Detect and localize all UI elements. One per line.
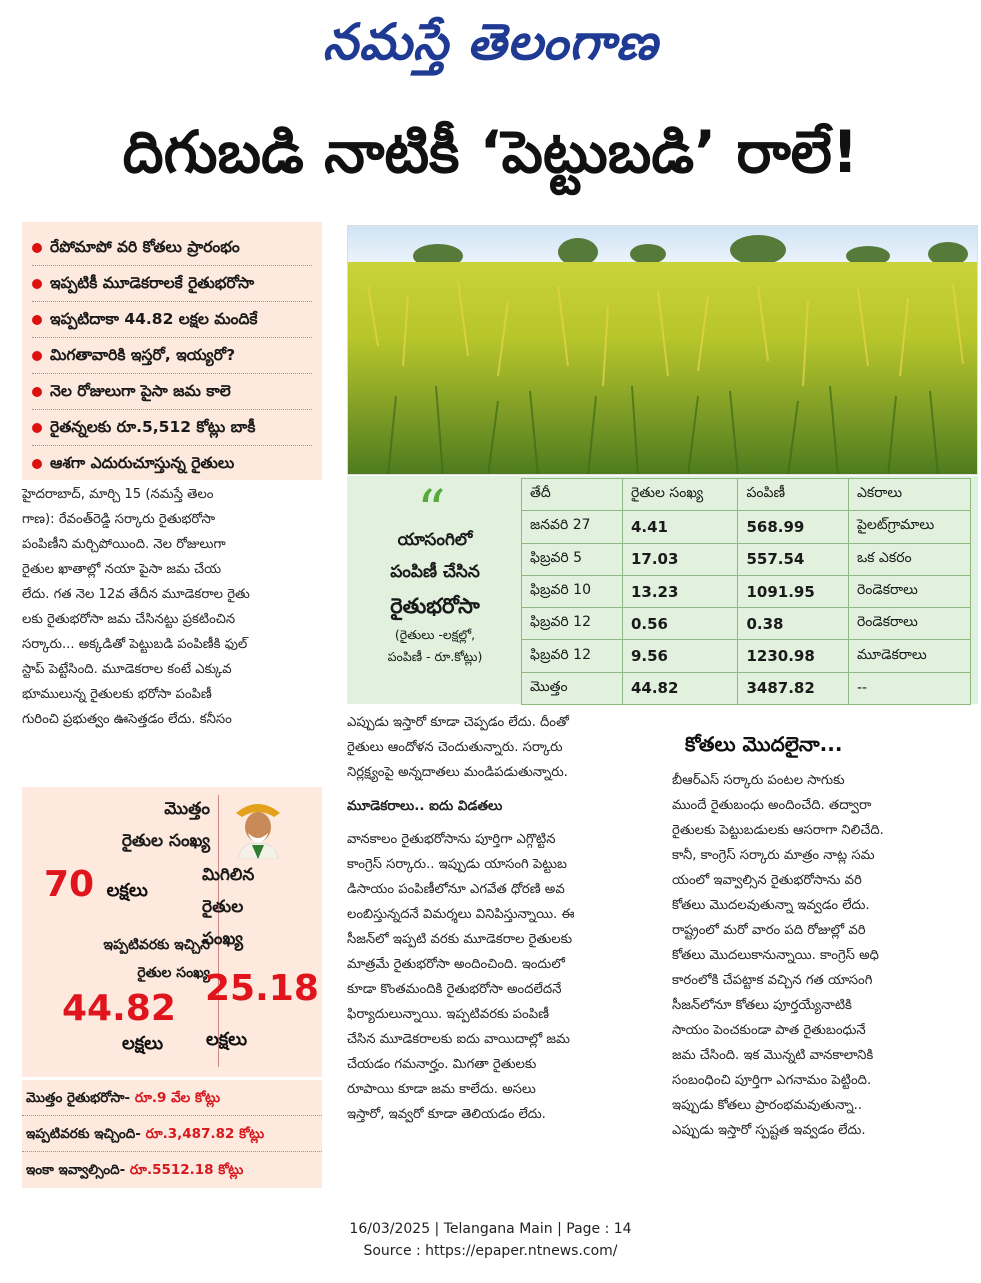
paid-farmers-label <box>30 931 210 987</box>
text-line: లకు రైతుభరోసా జమ చేసినట్టు ప్రకటించిన <box>22 612 236 627</box>
text-line: రాష్ట్రంలో మరో వారం పది రోజుల్లో వరి <box>672 923 866 938</box>
text-line: హైదరాబాద్, మార్చి 15 (నమస్తే తెలం <box>22 487 214 502</box>
summary-row <box>22 1116 322 1152</box>
cell-date: ఫిబ్రవరి 5 <box>522 543 623 575</box>
cell-farmers: 44.82 <box>622 672 737 704</box>
highlight-item: ఇప్పటిదాకా 44.82 లక్షల మందికే <box>32 302 312 338</box>
remaining-farmers-value: 25.18 <box>205 968 319 1009</box>
text-line: పంపిణీని మర్చిపోయింది. నెల రోజులుగా <box>22 537 226 552</box>
bullet-icon <box>32 387 42 397</box>
label-line: సంఖ్య <box>202 929 243 949</box>
summary-value: రూ.5512.18 కోట్లు <box>129 1162 244 1178</box>
subheading: మూడెకరాలు.. ఐదు విడతలు <box>347 798 503 814</box>
bullet-icon <box>32 315 42 325</box>
text-line: డిసాయం పంపిణీలోనూ ఎగవేత ధోరణి అవ <box>347 882 565 897</box>
text-line: రూపాయి కూడా జమ కాలేదు. అసలు <box>347 1082 536 1097</box>
text-line: కూడా కొంతమందికి రైతుభరోసా అందలేదనే <box>347 982 562 997</box>
text-line: కోతలు మొదలవుతున్నా ఇవ్వడం లేదు. <box>672 898 870 913</box>
label-line: రైతుల సంఖ్య <box>121 831 210 851</box>
bullet-icon <box>32 351 42 361</box>
col-header-date: తేదీ <box>522 479 623 511</box>
total-farmers-label <box>30 793 210 857</box>
cell-date: ఫిబ్రవరి 12 <box>522 640 623 672</box>
summary-value: రూ.3,487.82 కోట్లు <box>145 1126 265 1142</box>
summary-row <box>22 1152 322 1188</box>
text-line: సంబంధించి పూర్తిగా ఎగనామం పెట్టింది. <box>672 1073 872 1088</box>
table-total-row <box>522 672 971 704</box>
text-line: రైతులు ఆందోళన చెందుతున్నారు. సర్కారు <box>347 740 563 755</box>
label-line: రైతుల సంఖ్య <box>137 965 210 981</box>
text-line: లంబిస్తున్నదనే విమర్శలు వినిపిస్తున్నాయి. ఈ <box>347 907 575 922</box>
text-line: సాయం పెంచకుండా పాత రైతుబంధునే <box>672 1023 866 1038</box>
text-line: రైతులకు పెట్టుబడులకు ఆసరాగా నిలిచేది. <box>672 823 884 838</box>
disbursement-table <box>521 478 971 705</box>
label-line: మొత్తం <box>164 799 210 819</box>
highlight-item: ఆశగా ఎదురుచూస్తున్న రైతులు <box>32 446 312 481</box>
text-line: నిర్లక్ష్యంపై అన్నదాతలు మండిపడుతున్నారు. <box>347 765 568 780</box>
text-line: కాంగ్రెస్ సర్కారు.. ఇప్పుడు యాసంగి పెట్టుబ <box>347 857 567 872</box>
summary-row <box>22 1080 322 1116</box>
caption-line: యాసంగిలో <box>397 530 473 550</box>
cell-farmers: 4.41 <box>622 511 737 543</box>
label-line: ఇప్పటివరకు ఇచ్చిన <box>103 937 210 953</box>
cell-date: ఫిబ్రవరి 10 <box>522 575 623 607</box>
caption-note: పంపిణీ - రూ.కోట్లు) <box>387 649 483 664</box>
cell-acres: -- <box>848 672 970 704</box>
text-line: చేయడం గమనార్హం. మిగతా రైతులకు <box>347 1057 537 1072</box>
text-line: సర్కారు... అక్కడితో పెట్టుబడి పంపిణీకి ఫుల్ <box>22 637 248 652</box>
article-column-3 <box>672 768 978 1143</box>
cell-date: మొత్తం <box>522 672 623 704</box>
text-line: మాత్రమే రైతుభరోసా అందించింది. ఇందులో <box>347 957 565 972</box>
cell-acres: రెండెకరాలు <box>848 608 970 640</box>
cell-farmers: 9.56 <box>622 640 737 672</box>
cell-acres: పైలట్‌గ్రామాలు <box>848 511 970 543</box>
text-line: సీజన్‌లోనూ కోతలు పూర్తయ్యేనాటికి <box>672 998 852 1013</box>
col-header-farmers: రైతుల సంఖ్య <box>622 479 737 511</box>
summary-label: ఇప్పటివరకు ఇచ్చింది- <box>26 1126 146 1142</box>
text-line: ఇప్పుడు కోతలు ప్రారంభమవుతున్నా.. <box>672 1098 863 1113</box>
table-header-row <box>522 479 971 511</box>
text-line: చేసిన మూడెకరాలకు ఐదు వాయిదాల్లో జమ <box>347 1032 570 1047</box>
article-column-1 <box>22 482 322 732</box>
table-row <box>522 640 971 672</box>
text-line: కానీ, కాంగ్రెస్ సర్కారు మాత్రం నాట్ల సమ <box>672 848 875 863</box>
text-line: సీజన్‌లో ఇప్పటి వరకు మూడెకరాల రైతులకు <box>347 932 573 947</box>
text-line: లేదు. గత నెల 12వ తేదీన మూడెకరాల రైతు <box>22 587 250 602</box>
cell-acres: ఒక ఎకరం <box>848 543 970 575</box>
remaining-farmers-unit: లక్షలు <box>206 1029 248 1050</box>
caption-line: పంపిణీ చేసిన <box>390 562 480 582</box>
bullet-icon <box>32 243 42 253</box>
farmer-stats-box <box>22 787 322 1077</box>
cell-date: జనవరి 27 <box>522 511 623 543</box>
paddy-field-image <box>348 226 978 475</box>
remaining-farmers-label <box>202 859 312 955</box>
paddy-field-photo <box>347 225 978 475</box>
page-footer <box>0 1218 981 1262</box>
table-row <box>522 511 971 543</box>
highlight-item: నెల రోజులుగా పైసా జమ కాలె <box>32 374 312 410</box>
headline: దిగుబడి నాటికీ ‘పెట్టుబడి’ రాలే! <box>122 118 859 186</box>
text-line: కోతలు మొదలుకానున్నాయి. కాంగ్రెస్ అధి <box>672 948 879 963</box>
highlight-item: ఇప్పటికీ మూడెకరాలకే రైతుభరోసా <box>32 266 312 302</box>
caption-title: రైతుభరోసా <box>390 594 480 618</box>
text-line: ఇస్తారో, ఇవ్వరో కూడా తెలియడం లేదు. <box>347 1107 546 1122</box>
article-column-2 <box>347 710 665 1127</box>
column-3-heading: కోతలు మొదలైనా... <box>685 732 843 756</box>
footer-source: Source : https://epaper.ntnews.com/ <box>363 1243 618 1259</box>
table-row <box>522 543 971 575</box>
masthead <box>0 0 981 92</box>
masthead-logo: నమస్తే తెలంగాణ <box>322 12 659 71</box>
col-header-acres: ఎకరాలు <box>848 479 970 511</box>
rythu-bharosa-table-box <box>347 476 978 704</box>
cell-amount: 0.38 <box>738 608 848 640</box>
table-row <box>522 608 971 640</box>
highlight-item: రైతన్నలకు రూ.5,512 కోట్లు బాకీ <box>32 410 312 446</box>
text-line: యంలో ఇవ్వాల్సిన రైతుభరోసాను వరి <box>672 873 862 888</box>
cell-amount: 1091.95 <box>738 575 848 607</box>
text-line: కారంలోకి చేపట్టాక వచ్చిన గత యాసంగి <box>672 973 873 988</box>
text-line: ఫిర్యాదులున్నాయి. ఇప్పటివరకు పంపిణీ <box>347 1007 550 1022</box>
text-line: జమ చేసింది. ఇక మొన్నటి వానకాలానికి <box>672 1048 874 1063</box>
cell-acres: రెండెకరాలు <box>848 575 970 607</box>
cell-acres: మూడెకరాలు <box>848 640 970 672</box>
bullet-icon <box>32 459 42 469</box>
table-caption <box>359 524 511 668</box>
stat-unit: లక్షలు <box>106 880 148 901</box>
cell-amount: 557.54 <box>738 543 848 575</box>
cell-farmers: 0.56 <box>622 608 737 640</box>
bullet-icon <box>32 423 42 433</box>
text-line: ఎప్పుడు ఇస్తారో స్పష్టత ఇవ్వడం లేదు. <box>672 1123 866 1138</box>
amount-summary-box <box>22 1080 322 1188</box>
cell-amount: 568.99 <box>738 511 848 543</box>
text-line: వానకాలం రైతుభరోసాను పూర్తిగా ఎగ్గొట్టిన <box>347 832 556 847</box>
text-line: భూములున్న రైతులకు భరోసా పంపిణీ <box>22 687 212 702</box>
text-line: రైతుల ఖాతాల్లో నయా పైసా జమ చేయ <box>22 562 222 577</box>
label-line: మిగిలిన <box>202 865 255 885</box>
table-row <box>522 575 971 607</box>
cell-farmers: 13.23 <box>622 575 737 607</box>
cell-date: ఫిబ్రవరి 12 <box>522 608 623 640</box>
text-line: ఎప్పుడు ఇస్తారో కూడా చెప్పడం లేదు. దీంతో <box>347 715 569 730</box>
summary-label: మొత్తం రైతుభరోసా- <box>26 1090 135 1106</box>
cell-amount: 3487.82 <box>738 672 848 704</box>
highlight-item: మిగతావారికి ఇస్తరో, ఇయ్యరో? <box>32 338 312 374</box>
summary-value: రూ.9 వేల కోట్లు <box>134 1090 221 1106</box>
cell-amount: 1230.98 <box>738 640 848 672</box>
quote-icon: “ <box>417 479 446 544</box>
highlight-item: రేపోమాపో వరి కోతలు ప్రారంభం <box>32 230 312 266</box>
text-line: బీఆర్‌ఎస్ సర్కారు పంటల సాగుకు <box>672 773 845 788</box>
bullet-icon <box>32 279 42 289</box>
cell-farmers: 17.03 <box>622 543 737 575</box>
highlights-box <box>22 222 322 480</box>
summary-label: ఇంకా ఇవ్వాల్సింది- <box>26 1162 130 1178</box>
total-farmers-value <box>44 859 148 917</box>
paid-farmers-unit: లక్షలు <box>122 1033 164 1054</box>
text-line: ముందే రైతుబంధు అందించేది. తద్వారా <box>672 798 872 813</box>
footer-edition: 16/03/2025 | Telangana Main | Page : 14 <box>349 1221 632 1237</box>
text-line: గాణ): రేవంత్‌రెడ్డి సర్కారు రైతుభరోసా <box>22 512 216 527</box>
caption-note: (రైతులు -లక్షల్లో, <box>394 627 476 642</box>
paid-farmers-value: 44.82 <box>62 988 176 1029</box>
label-line: రైతుల <box>202 897 244 917</box>
text-line: స్టాప్ పెట్టేసింది. మూడెకరాల కంటే ఎక్కువ <box>22 662 232 677</box>
text-line: గురించి ప్రభుత్వం ఊసెత్తడం లేదు. కనీసం <box>22 712 232 727</box>
col-header-amount: పంపిణీ <box>738 479 848 511</box>
stat-number: 70 <box>44 864 95 905</box>
farmer-icon <box>228 797 288 859</box>
